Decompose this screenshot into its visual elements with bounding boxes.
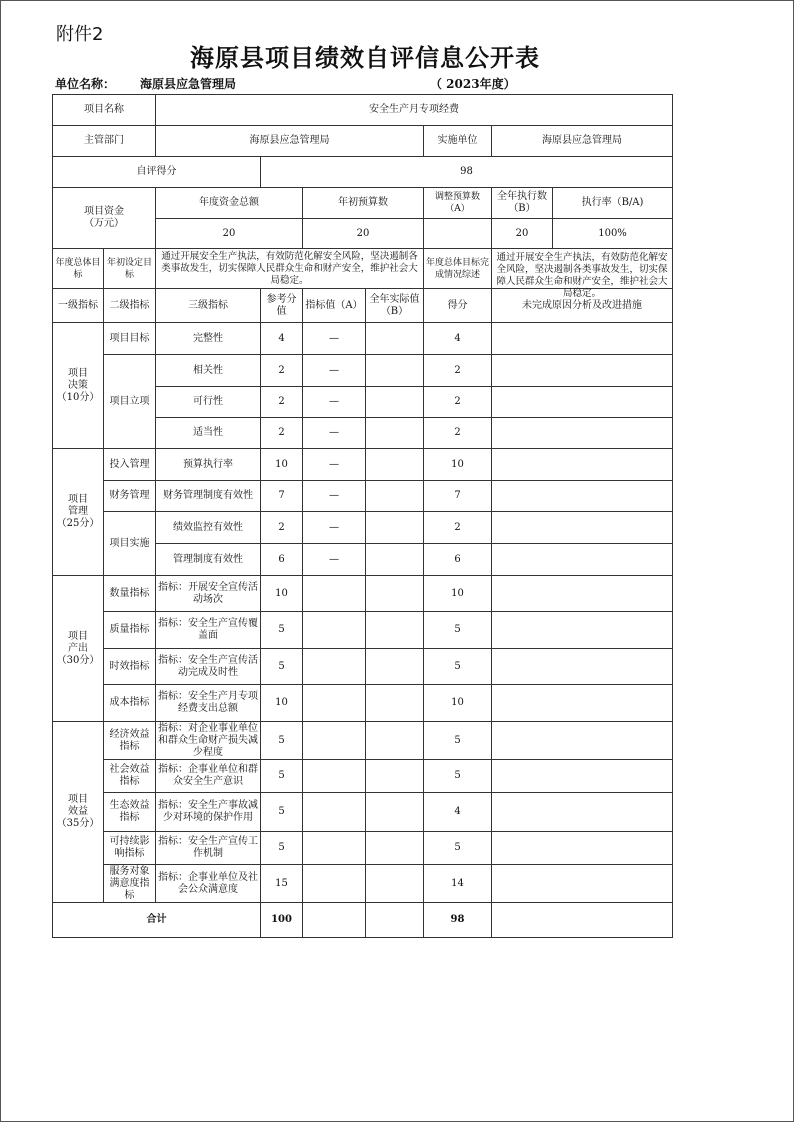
level2-cell: 时效指标 (104, 649, 156, 685)
level1-cell: 项目 效益 （35分） (53, 722, 104, 903)
actual-cell (366, 449, 424, 481)
col-actual: 全年实际值（B） (366, 289, 424, 323)
score-cell: 14 (424, 865, 492, 903)
actual-cell (366, 793, 424, 832)
score-value: 98 (261, 157, 673, 188)
score-cell: 4 (424, 323, 492, 355)
funds-rate: 100% (598, 227, 627, 239)
level2-cell: 财务管理 (104, 481, 156, 512)
level2-cell: 社会效益指标 (104, 760, 156, 793)
level3-cell: 适当性 (156, 418, 261, 449)
level3-cell: 管理制度有效性 (156, 544, 261, 576)
reason-cell (492, 865, 673, 903)
actual-cell (366, 544, 424, 576)
unit-label: 单位名称： (55, 77, 116, 91)
target-cell (303, 865, 366, 903)
dept-value: 海原县应急管理局 (156, 126, 424, 157)
table-row (53, 449, 673, 481)
table-row (53, 685, 673, 722)
unit-name: 海原县应急管理局 (140, 77, 237, 91)
actual-cell (366, 323, 424, 355)
ref-cell: 6 (261, 544, 303, 576)
score-cell: 2 (424, 355, 492, 387)
reason-cell (492, 832, 673, 865)
ref-cell: 4 (261, 323, 303, 355)
target-cell (303, 612, 366, 649)
total-score: 98 (424, 903, 492, 938)
actual-cell (366, 355, 424, 387)
table-row (53, 793, 673, 832)
score-label: 自评得分 (53, 157, 261, 188)
ref-cell: 2 (261, 355, 303, 387)
ref-cell: 10 (261, 685, 303, 722)
actual-cell (366, 387, 424, 418)
actual-cell (366, 481, 424, 512)
overall-goal-label: 年度总体目标 (53, 249, 104, 289)
table-row (53, 649, 673, 685)
score-cell: 2 (424, 387, 492, 418)
reason-cell (492, 612, 673, 649)
impl-label: 实施单位 (424, 126, 492, 157)
actual-cell (366, 865, 424, 903)
initial-goal-text (156, 249, 424, 289)
table-row (53, 576, 673, 612)
score-cell: 2 (424, 418, 492, 449)
funds-col-rate: 执行率（B/A) (581, 197, 644, 208)
funds-label (53, 188, 156, 249)
reason-cell (492, 760, 673, 793)
table-row (53, 760, 673, 793)
level2-cell: 成本指标 (104, 685, 156, 722)
target-cell (303, 685, 366, 722)
score-cell: 5 (424, 832, 492, 865)
score-cell: 5 (424, 722, 492, 760)
level2-cell: 生态效益指标 (104, 793, 156, 832)
target-cell: — (303, 387, 366, 418)
score-cell: 6 (424, 544, 492, 576)
target-cell: — (303, 544, 366, 576)
ref-cell: 5 (261, 760, 303, 793)
total-reason (492, 903, 673, 938)
target-cell (303, 832, 366, 865)
col-level1: 一级指标 (53, 289, 104, 323)
initial-goal-label: 年初设定目标 (104, 249, 156, 289)
level2-cell: 数量指标 (104, 576, 156, 612)
total-target (303, 903, 366, 938)
score-cell: 5 (424, 612, 492, 649)
level3-cell: 指标：企事业单位和群众安全生产意识 (156, 760, 261, 793)
level3-cell: 财务管理制度有效性 (156, 481, 261, 512)
reason-cell (492, 722, 673, 760)
reason-cell (492, 387, 673, 418)
reason-cell (492, 449, 673, 481)
ref-cell: 15 (261, 865, 303, 903)
table-row (53, 323, 673, 355)
ref-cell: 7 (261, 481, 303, 512)
score-cell: 10 (424, 576, 492, 612)
actual-cell (366, 722, 424, 760)
level3-cell: 指标：安全生产宣传工作机制 (156, 832, 261, 865)
level1-cell: 项目 决策 （10分） (53, 323, 104, 449)
target-cell (303, 722, 366, 760)
table-row (53, 512, 673, 544)
performance-table (52, 94, 673, 938)
level3-cell: 绩效监控有效性 (156, 512, 261, 544)
level3-cell: 可行性 (156, 387, 261, 418)
score-cell: 5 (424, 649, 492, 685)
score-cell: 10 (424, 685, 492, 722)
score-cell: 2 (424, 512, 492, 544)
level2-cell: 质量指标 (104, 612, 156, 649)
reason-cell (492, 544, 673, 576)
table-row (53, 355, 673, 387)
report-year: （ 2023年度） (430, 77, 516, 91)
ref-cell: 5 (261, 649, 303, 685)
actual-cell (366, 612, 424, 649)
col-level3: 三级指标 (156, 289, 261, 323)
level3-cell: 完整性 (156, 323, 261, 355)
level3-cell: 指标：安全生产宣传活动完成及时性 (156, 649, 261, 685)
col-ref: 参考分值 (261, 289, 303, 323)
funds-split-cell (492, 188, 673, 219)
total-label: 合计 (53, 903, 261, 938)
funds-executed: 20 (492, 219, 553, 248)
score-cell: 4 (424, 793, 492, 832)
level2-cell: 项目目标 (104, 323, 156, 355)
level3-cell: 指标：安全生产事故减少对环境的保护作用 (156, 793, 261, 832)
level3-cell: 指标：安全生产月专项经费支出总额 (156, 685, 261, 722)
target-cell: — (303, 449, 366, 481)
ref-cell: 2 (261, 387, 303, 418)
level3-cell: 相关性 (156, 355, 261, 387)
level2-cell: 项目立项 (104, 355, 156, 449)
ref-cell: 5 (261, 722, 303, 760)
level3-cell: 指标：对企业事业单位和群众生命财产损失减少程度 (156, 722, 261, 760)
level3-cell: 指标：企事业单位及社会公众满意度 (156, 865, 261, 903)
funds-split-values (492, 219, 673, 249)
target-cell (303, 649, 366, 685)
actual-cell (366, 576, 424, 612)
reason-cell (492, 649, 673, 685)
reason-cell (492, 793, 673, 832)
ref-cell: 10 (261, 449, 303, 481)
actual-cell (366, 418, 424, 449)
funds-adjusted (424, 219, 492, 249)
table-row (53, 865, 673, 903)
reason-cell (492, 512, 673, 544)
level3-cell: 预算执行率 (156, 449, 261, 481)
total-actual (366, 903, 424, 938)
funds-col-initial: 年初预算数 (303, 188, 424, 219)
target-cell: — (303, 323, 366, 355)
col-target: 指标值（A） (303, 289, 366, 323)
col-score: 得分 (424, 289, 492, 323)
score-cell: 5 (424, 760, 492, 793)
score-cell: 10 (424, 449, 492, 481)
reason-cell (492, 576, 673, 612)
score-cell: 7 (424, 481, 492, 512)
ref-cell: 10 (261, 576, 303, 612)
level2-cell: 投入管理 (104, 449, 156, 481)
target-cell: — (303, 355, 366, 387)
ref-cell: 5 (261, 793, 303, 832)
reason-cell (492, 323, 673, 355)
level3-cell: 指标：开展安全宣传活动场次 (156, 576, 261, 612)
total-ref: 100 (261, 903, 303, 938)
actual-cell (366, 832, 424, 865)
dept-label: 主管部门 (53, 126, 156, 157)
reason-cell (492, 685, 673, 722)
level1-cell: 项目 管理 （25分） (53, 449, 104, 576)
page-title: 海原县项目绩效自评信息公开表 (190, 44, 540, 72)
col-level2: 二级指标 (104, 289, 156, 323)
total-row (53, 903, 673, 938)
target-cell (303, 576, 366, 612)
ref-cell: 2 (261, 512, 303, 544)
initial-goal-text-inner: 通过开展安全生产执法，有效防范化解安全风险，坚决遏制各类事故发生，切实保障人民群众生命和财产安全，维护社会大局稳定。 (161, 250, 418, 286)
level2-cell: 项目实施 (104, 512, 156, 576)
project-name-value: 安全生产月专项经费 (156, 95, 673, 126)
attachment-label: 附件2 (56, 24, 104, 45)
reason-cell (492, 355, 673, 387)
level1-cell: 项目 产出 （30分） (53, 576, 104, 722)
target-cell: — (303, 418, 366, 449)
level2-cell: 经济效益指标 (104, 722, 156, 760)
funds-col-executed: 全年执行数（B） (492, 188, 553, 218)
actual-cell (366, 685, 424, 722)
project-name-label: 项目名称 (53, 95, 156, 126)
target-cell: — (303, 481, 366, 512)
target-cell: — (303, 512, 366, 544)
funds-label-text: 项目资金 （万元） (84, 206, 124, 229)
completion-text (492, 249, 673, 299)
reason-cell (492, 481, 673, 512)
level2-cell: 服务对象满意度指标 (104, 865, 156, 903)
reason-cell (492, 418, 673, 449)
level3-cell: 指标：安全生产宣传覆盖面 (156, 612, 261, 649)
ref-cell: 5 (261, 832, 303, 865)
actual-cell (366, 760, 424, 793)
ref-cell: 5 (261, 612, 303, 649)
table-row (53, 832, 673, 865)
target-cell (303, 793, 366, 832)
funds-col-total: 年度资金总额 (156, 188, 303, 219)
funds-col-adjusted: 调整预算数（A） (424, 188, 492, 219)
actual-cell (366, 649, 424, 685)
target-cell (303, 760, 366, 793)
completion-text-inner: 通过开展安全生产执法，有效防范化解安全风险，坚决遏制各类事故发生，切实保障人民群众生命和财产安全，维护社会大局稳定。 (496, 252, 668, 299)
table-row (53, 481, 673, 512)
funds-initial: 20 (303, 219, 424, 249)
actual-cell (366, 512, 424, 544)
funds-total: 20 (156, 219, 303, 249)
completion-label: 年度总体目标完成情况综述 (424, 249, 492, 289)
table-row (53, 612, 673, 649)
table-row (53, 722, 673, 760)
ref-cell: 2 (261, 418, 303, 449)
impl-value: 海原县应急管理局 (492, 126, 673, 157)
level2-cell: 可持续影响指标 (104, 832, 156, 865)
col-reason: 未完成原因分析及改进措施 (492, 289, 673, 323)
